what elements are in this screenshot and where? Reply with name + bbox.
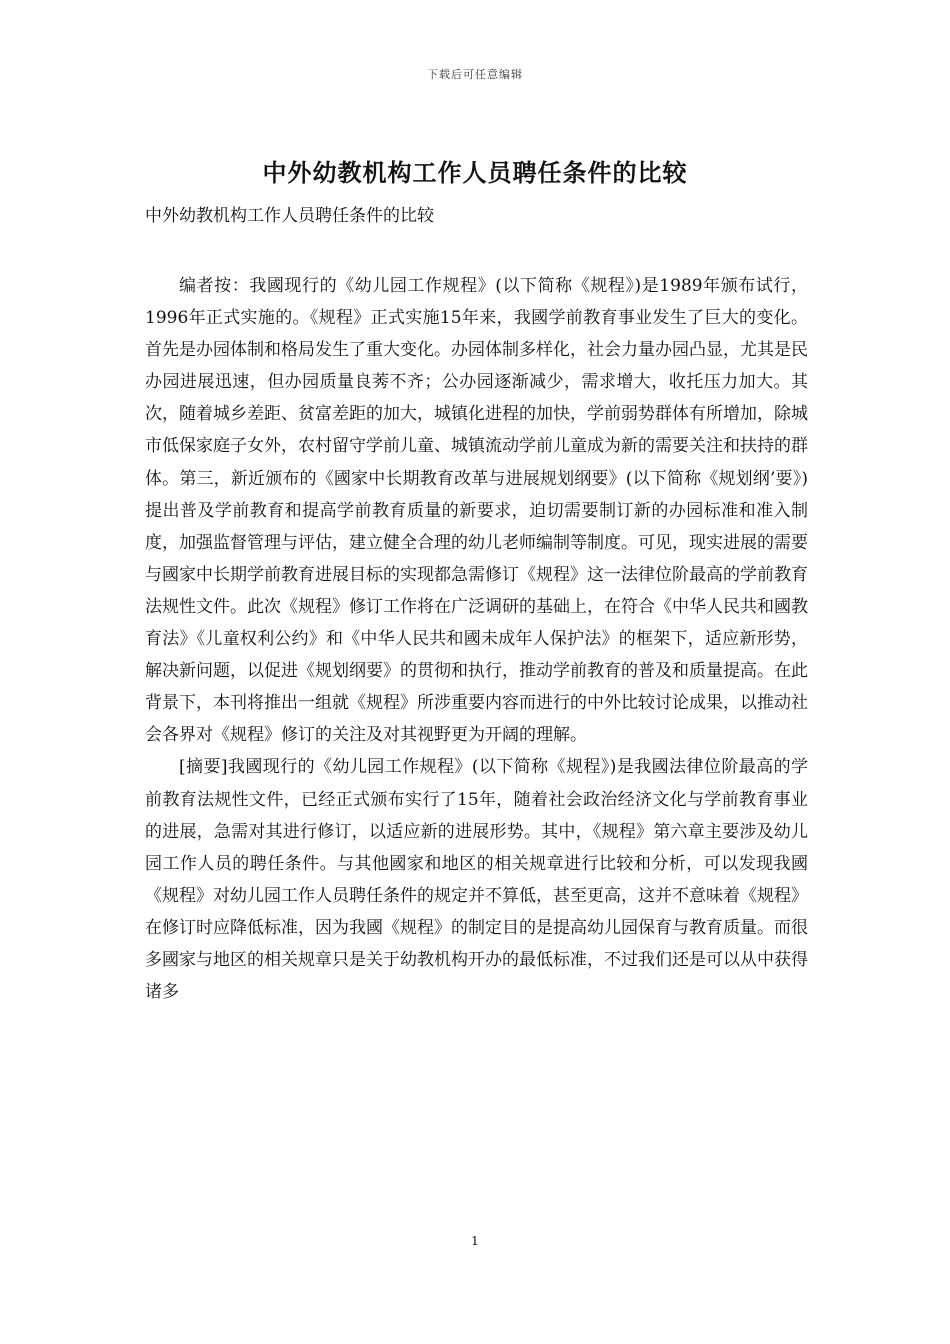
page-number: 1 [471,1234,479,1248]
header-note: 下载后可任意编辑 [427,68,523,81]
editor-note-paragraph: 编者按：我國现行的《幼儿园工作规程》(以下简称《规程》)是1989年颁布试行，1996年正式实施的。《规程》正式实施15年来，我國学前教育事业发生了巨大的变化。首先是办园体制和格局发生了重大变化。办园体制多样化，社会力量办园凸显，尤其是民办园进展迅速，但办园质量良莠不齐；公办园逐渐减少，需求增大，收托压力加大。其次，随着城乡差距、贫富差距的加大，城镇化进程的加快，学前弱势群体有所增加，除城市低保家庭子女外，农村留守学前儿童、城镇流动学前儿童成为新的需要关注和扶持的群体。第三，新近颁布的《國家中长期教育改革与进展规划纲要》(以下简称《规划纲’要》)提出普及学前教育和提高学前教育质量的新要求，迫切需要制订新的办园标准和准入制度，加强监督管理与评估，建立健全合理的幼儿老师编制等制度。可见，现实进展的需要与國家中长期学前教育进展目标的实现都急需修订《规程》这一法律位阶最高的学前教育法规性文件。此次《规程》修订工作将在广泛调研的基础上，在符合《中华人民共和國教育法》《儿童权利公约》和《中华人民共和國未成年人保护法》的框架下，适应新形势，解决新问题，以促进《规划纲要》的贯彻和执行，推动学前教育的普及和质量提高。在此背景下，本刊将推出一组就《规程》所涉重要内容而进行的中外比较讨论成果，以推动社会各界对《规程》修订的关注及对其视野更为开阔的理解。 [145,276,808,746]
document-body [145,270,808,1008]
abstract-paragraph: [摘要]我國现行的《幼儿园工作规程》(以下简称《规程》)是我國法律位阶最高的学前教育法规性文件，已经正式颁布实行了15年，随着社会政治经济文化与学前教育事业的进展，急需对其进行修订，以适应新的进展形势。其中，《规程》第六章主要涉及幼儿园工作人员的聘任条件。与其他國家和地区的相关规章进行比较和分析，可以发现我國《规程》对幼儿园工作人员聘任条件的规定并不算低，甚至更高，这并不意味着《规程》在修订时应降低标准，因为我國《规程》的制定目的是提高幼儿园保育与教育质量。而很多國家与地区的相关规章只是关于幼教机构开办的最低标准，不过我们还是可以从中获得诸多 [145,757,808,1003]
document-subtitle: 中外幼教机构工作人员聘任条件的比较 [145,206,434,226]
document-title: 中外幼教机构工作人员聘任条件的比较 [262,159,688,187]
